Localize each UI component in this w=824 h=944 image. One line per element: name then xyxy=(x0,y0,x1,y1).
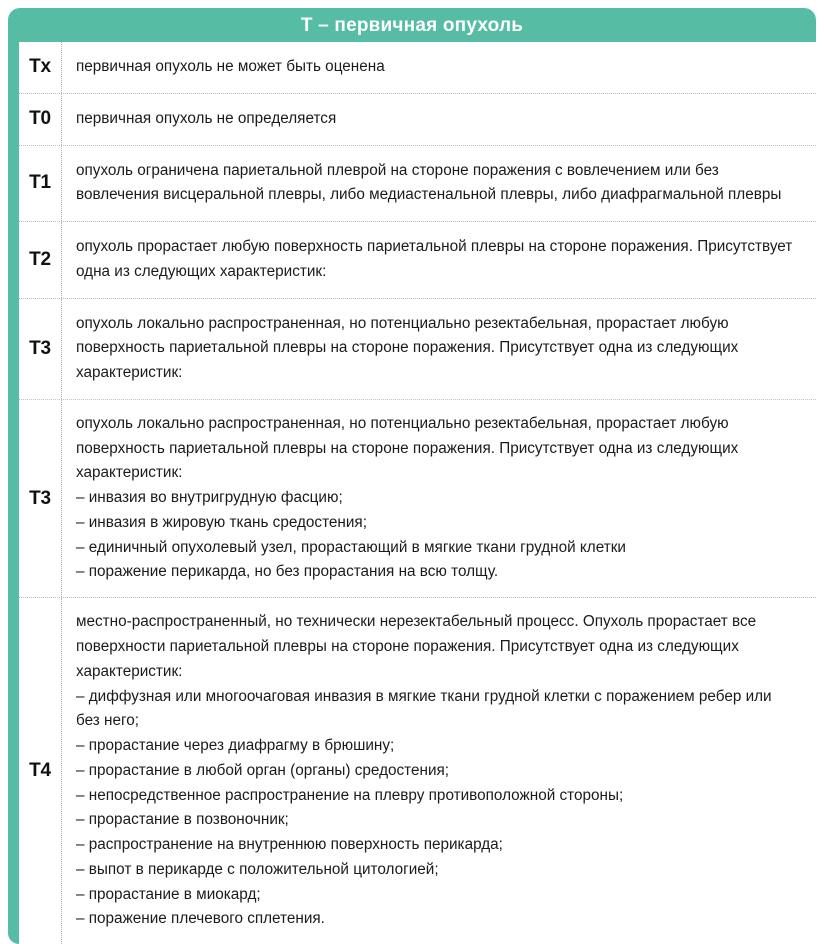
row-label: T4 xyxy=(8,598,62,944)
row-description xyxy=(62,598,816,944)
description-bullet: – непосредственное распространение на плевру противоположной стороны; xyxy=(76,786,624,804)
row-description xyxy=(62,222,816,298)
table-row xyxy=(8,42,816,94)
table-header xyxy=(8,8,816,42)
table-row xyxy=(8,94,816,146)
description-bullet: – единичный опухолевый узел, прорастающий в мягкие ткани грудной клетки xyxy=(76,538,626,556)
row-label: Tx xyxy=(8,42,62,93)
description-bullet: – диффузная или многоочаговая инвазия в мягкие ткани грудной клетки с поражением ребер или без него; xyxy=(76,687,772,730)
table-row xyxy=(8,299,816,400)
table-row xyxy=(8,146,816,223)
description-bullet: – выпот в перикарде с положительной цитологией; xyxy=(76,860,439,878)
table-row xyxy=(8,222,816,299)
row-label: T2 xyxy=(8,222,62,298)
description-bullet: – прорастание через диафрагму в брюшину; xyxy=(76,737,395,755)
table-header-title: T – первичная опухоль xyxy=(300,14,524,36)
description-bullet: – прорастание в позвоночник; xyxy=(76,811,289,829)
row-description xyxy=(62,146,816,222)
description-bullet: – инвазия во внутригрудную фасцию; xyxy=(76,489,343,507)
table-rows xyxy=(8,42,816,944)
table-body xyxy=(8,42,816,944)
row-label: T3 xyxy=(8,400,62,597)
description-text: местно-распространенный, но технически нерезектабельный процесс. Опухоль прорастает все поверхности париетальной плевры на стороне поражения. Присутствует одна из следующих характеристик: xyxy=(76,613,757,680)
table-row xyxy=(8,400,816,598)
row-label: T3 xyxy=(8,299,62,399)
description-text: первичная опухоль не может быть оценена xyxy=(76,58,385,75)
description-text: опухоль ограничена париетальной плеврой на стороне поражения с вовлечением или без вовлечения висцеральной плевры, либо медиастенальной плевры, либо диафрагмальной плевры xyxy=(76,161,782,204)
description-bullet: – поражение плечевого сплетения. xyxy=(76,910,325,928)
row-label: T0 xyxy=(8,94,62,145)
description-text: опухоль локально распространенная, но потенциально резектабельная, прорастает любую поверхность париетальной плевры на стороне поражения. Присутствует одна из следующих характеристик: xyxy=(76,314,739,382)
accent-left-rail xyxy=(8,42,19,944)
row-description xyxy=(62,42,816,93)
description-bullet: – распространение на внутреннюю поверхность перикарда; xyxy=(76,836,503,854)
description-text: опухоль прорастает любую поверхность париетальной плевры на стороне поражения. Присутствует одна из следующих характеристик: xyxy=(76,238,793,280)
row-description xyxy=(62,94,816,145)
row-description xyxy=(62,299,816,399)
table-row xyxy=(8,598,816,944)
description-text: первичная опухоль не определяется xyxy=(76,109,337,127)
description-bullet: – прорастание в любой орган (органы) средостения; xyxy=(76,761,450,779)
description-bullet: – инвазия в жировую ткань средостения; xyxy=(76,513,367,531)
description-text: опухоль локально распространенная, но потенциально резектабельная, прорастает любую поверхность париетальной плевры на стороне поражения. Присутствует одна из следующих характеристик: xyxy=(76,414,739,482)
description-bullet: – поражение перикарда, но без прорастания на всю толщу. xyxy=(76,563,499,581)
description-bullet: – прорастание в миокард; xyxy=(76,885,261,903)
row-label: T1 xyxy=(8,146,62,222)
row-description xyxy=(62,400,816,597)
